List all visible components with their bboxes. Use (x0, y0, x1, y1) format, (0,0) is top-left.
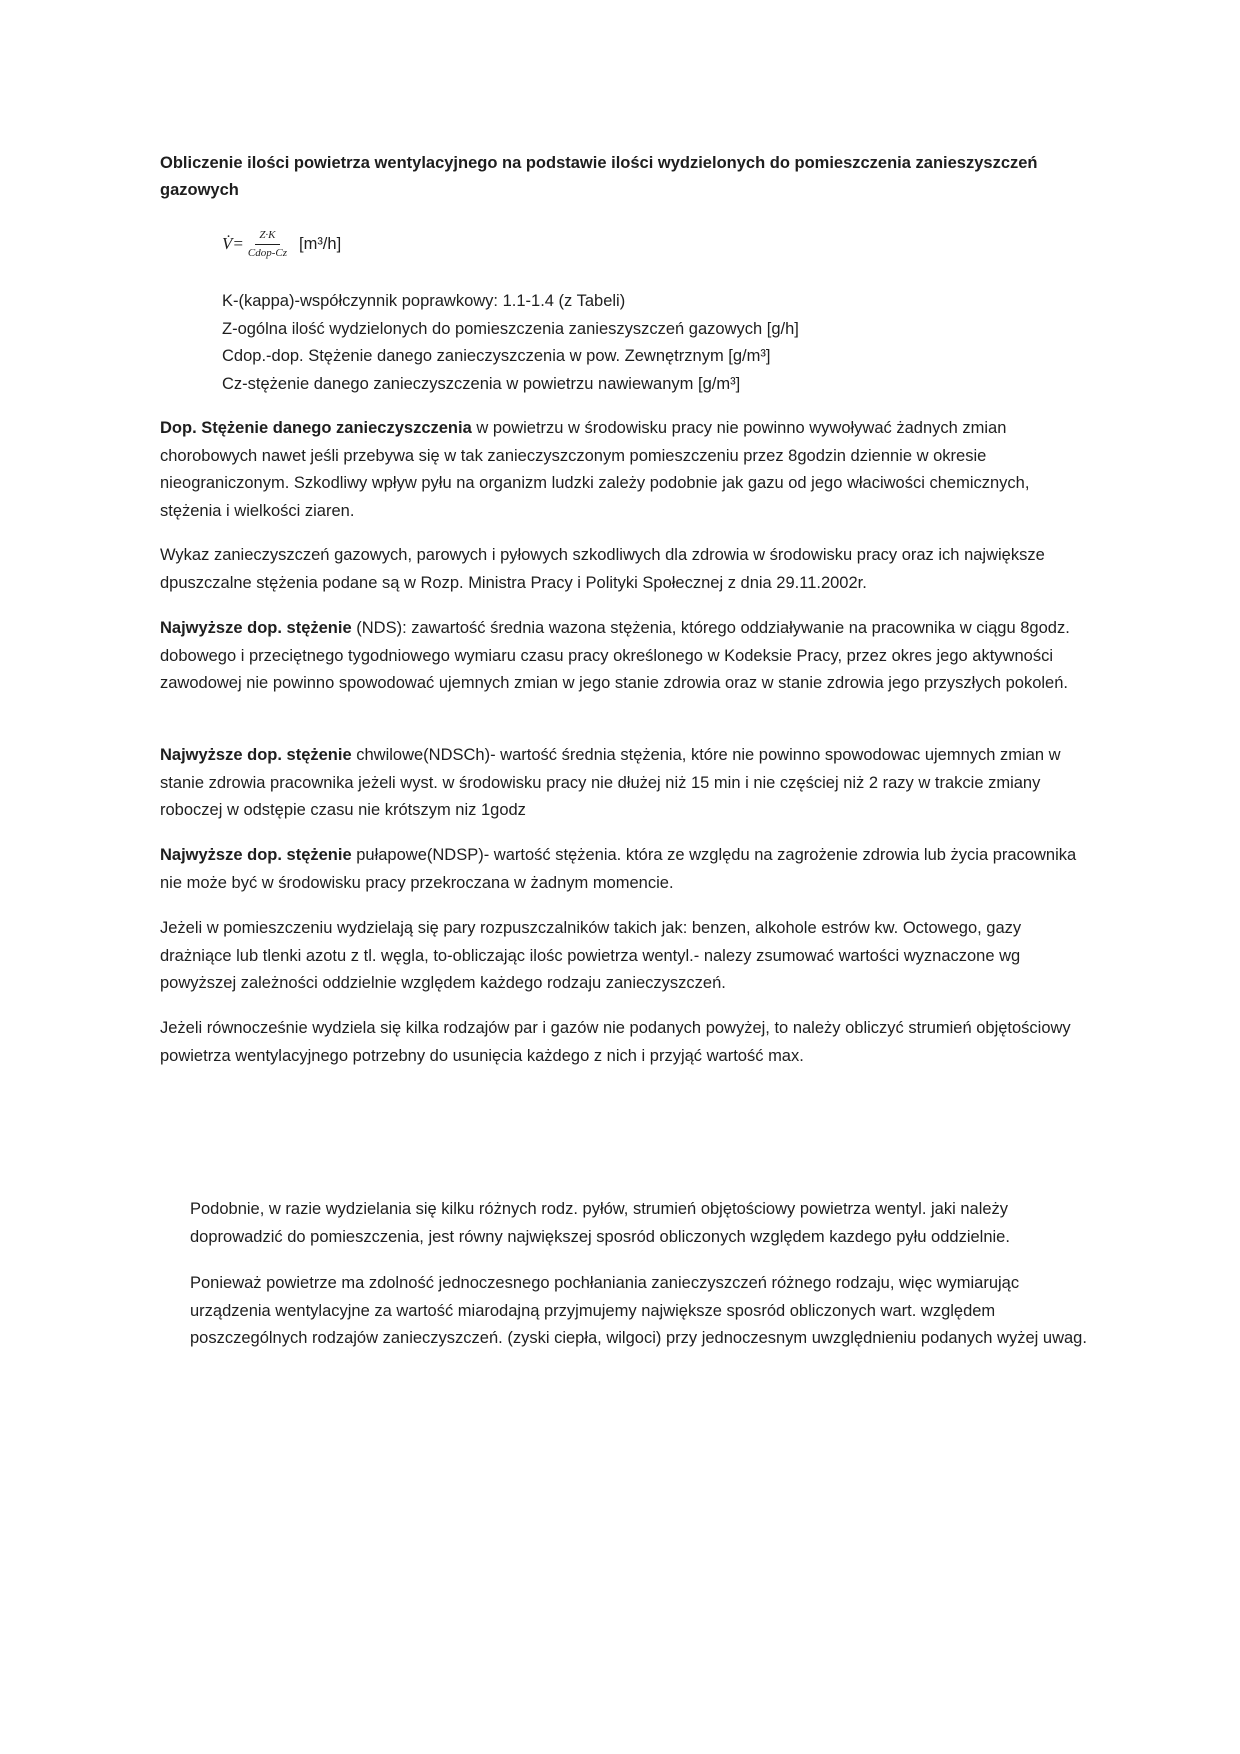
paragraph-nds-text: (NDS): zawartość średnia wazona stężenia, którego oddziaływanie na pracownika w ciągu 8godz. dobowego i przeciętnego tygodniowego wymiaru czasu pracy określonego w Kodeksie Pracy, przez okres jego aktywności zawodowej nie powinno spowodować ujemnych zmian w jego stanie zdrowia oraz w stanie zdrowia jego przyszłych pokoleń. (160, 619, 1070, 692)
formula-fraction (246, 229, 289, 260)
paragraph-dop-term: Dop. Stężenie danego zanieczyszczenia (160, 419, 472, 437)
definition-cdop: Cdop.-dop. Stężenie danego zanieczyszczenia w pow. Zewnętrznym [g/m³] (222, 347, 771, 365)
paragraph-jezeli-2: Jeżeli równocześnie wydziela się kilka rodzajów par i gazów nie podanych powyżej, to należy obliczyć strumień objętościowy powietrza wentylacyjnego potrzebny do usunięcia każdego z nich i przyjąć wartość max. (160, 1019, 1071, 1065)
paragraph-ndsp-term: Najwyższe dop. stężenie (160, 846, 352, 864)
paragraph-ndsp-text: pułapowe(NDSP)- wartość stężenia. która ze względu na zagrożenie zdrowia lub życia pracownika nie może być w środowisku pracy przekroczana w żadnym momencie. (160, 846, 1077, 892)
paragraph-ndsch-text: chwilowe(NDSCh)- wartość średnia stężenia, które nie powinno spowodowac ujemnych zmian w stanie zdrowia pracownika jeżeli wyst. w środowisku pracy nie dłużej niż 15 min i nie częściej niż 2 razy w trakcie zmiany roboczej w odstępie czasu nie krótszym niz 1godz (160, 746, 1061, 819)
definition-k: K-(kappa)-współczynnik poprawkowy: 1.1-1.4 (z Tabeli) (222, 292, 626, 310)
definition-cz: Cz-stężenie danego zanieczyszczenia w powietrzu nawiewanym [g/m³] (222, 374, 741, 393)
formula-lhs: V̇= (222, 234, 244, 253)
paragraph-ndsp (160, 842, 1080, 897)
paragraph-podobnie: Podobnie, w razie wydzielania się kilku różnych rodz. pyłów, strumień objętościowy powietrza wentyl. jaki należy doprowadzić do pomieszczenia, jest równy największej sposród obliczonych względem kazdego pyłu oddzielnie. (190, 1200, 1010, 1246)
paragraph-nds-term: Najwyższe dop. stężenie (160, 619, 352, 637)
paragraph-dop-text: w powietrzu w środowisku pracy nie powinno wywoływać żadnych zmian chorobowych nawet jeśli przebywa się w tak zanieczyszczonym pomieszczeniu przez 8godzin dziennie w okresie nieograniczonym. Szkodliwy wpływ pyłu na organizm ludzki zależy podobnie jak gazu od jego właciwości chemicznych, stężenia i wielkości ziaren. (160, 419, 1030, 520)
paragraph-wykaz: Wykaz zanieczyszczeń gazowych, parowych i pyłowych szkodliwych dla zdrowia w środowisku pracy oraz ich największe dpuszczalne stężenia podane są w Rozp. Ministra Pracy i Polityki Społecznej z dnia 29.11.2002r. (160, 546, 1045, 592)
formula-numerator: Z·K (255, 229, 279, 245)
formula-definitions (222, 288, 1042, 398)
paragraph-jezeli-1: Jeżeli w pomieszczeniu wydzielają się pary rozpuszczalników takich jak: benzen, alkohole estrów kw. Octowego, gazy drażniące lub tlenki azotu z tl. węgla, to-obliczając ilośc powietrza wentyl.- nalezy zsumować wartości wyznaczone wg powyższej zależności oddzielnie względem każdego rodzaju zanieczyszczeń. (160, 919, 1022, 992)
formula-unit: [m³/h] (298, 234, 342, 253)
paragraph-nds (160, 615, 1080, 698)
document-title: Obliczenie ilości powietrza wentylacyjnego na podstawie ilości wydzielonych do pomieszczenia zanieszyszczeń gazowych (160, 154, 1038, 199)
definition-z: Z-ogólna ilość wydzielonych do pomieszczenia zanieszyszczeń gazowych [g/h] (222, 319, 799, 338)
paragraph-dop (160, 415, 1080, 525)
paragraph-poniewaz: Ponieważ powietrze ma zdolność jednoczesnego pochłaniania zanieczyszczeń różnego rodzaju, więc wymiarując urządzenia wentylacyjne za wartość miarodajną przyjmujemy największe sposród obliczonych wart. względem poszczególnych rodzajów zanieczyszczeń. (zyski ciepła, wilgoci) przy jednoczesnym uwzględnieniu podanych wyżej uwag. (190, 1274, 1087, 1347)
formula-denominator: Cdop-Cz (247, 246, 287, 259)
ventilation-formula (222, 222, 341, 266)
paragraph-ndsch (160, 742, 1080, 825)
paragraph-ndsch-term: Najwyższe dop. stężenie (160, 746, 352, 764)
